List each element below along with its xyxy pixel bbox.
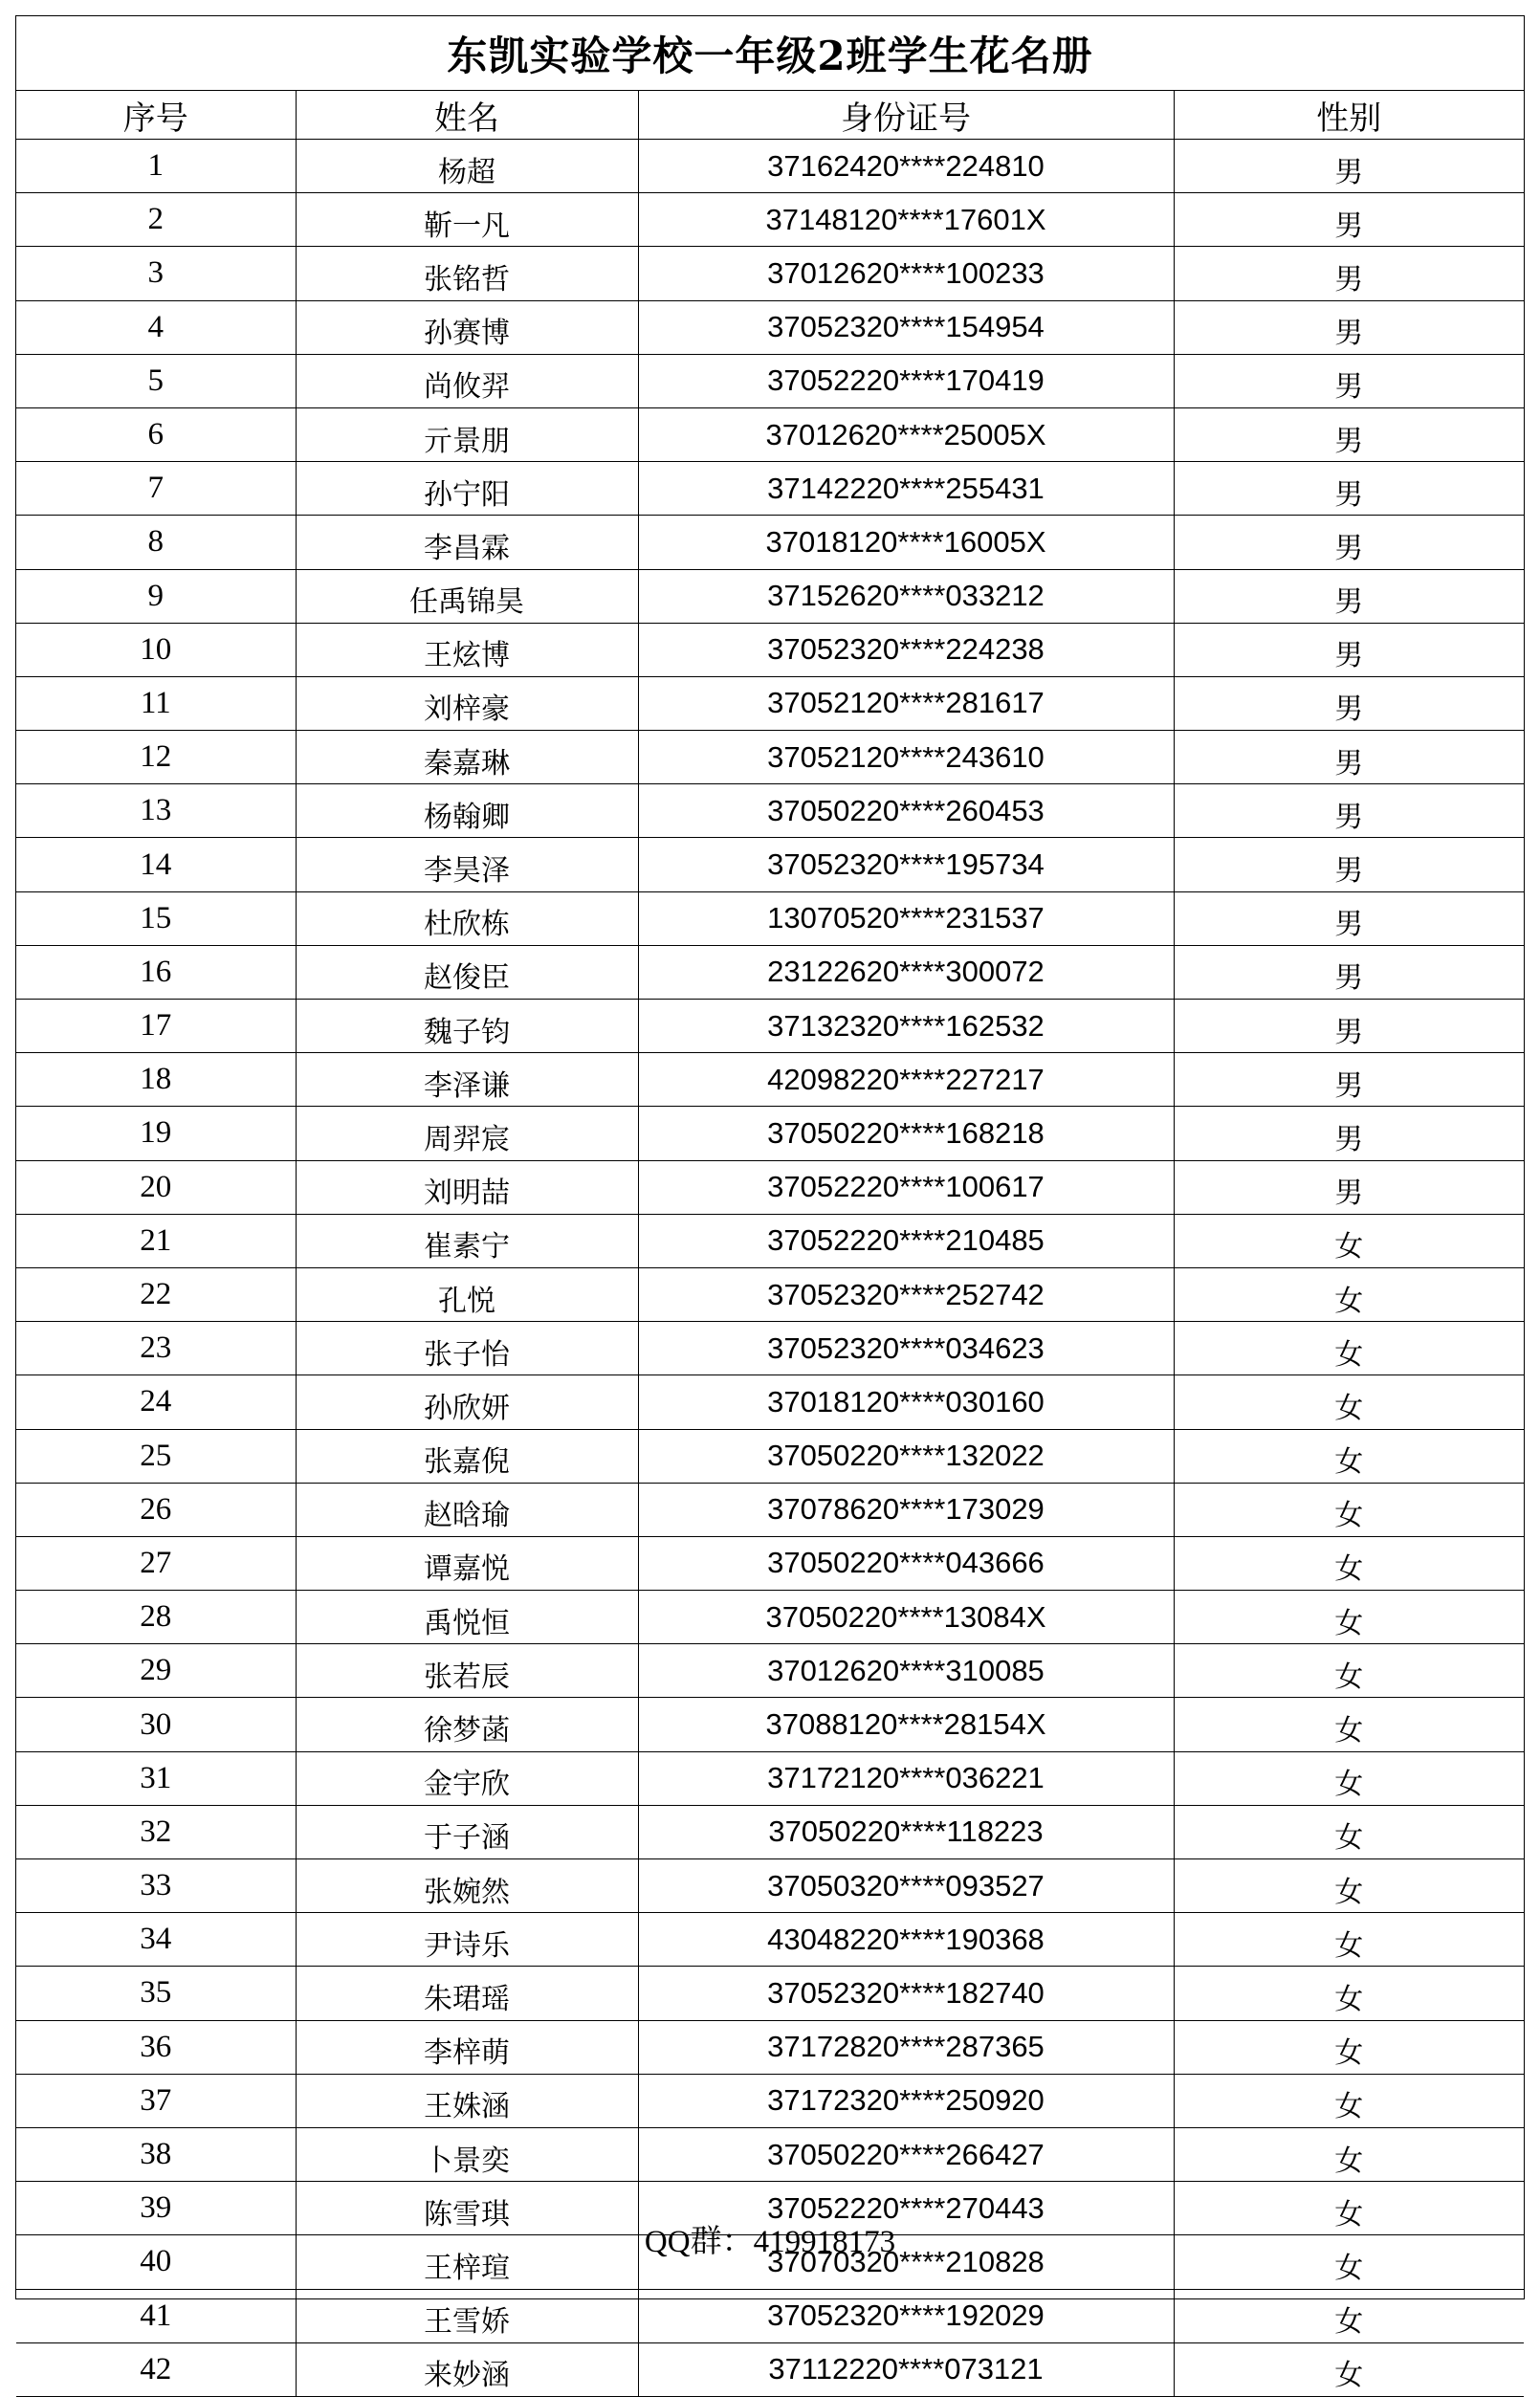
student-name: 周羿宸 [296, 1107, 638, 1160]
table-row [16, 247, 1524, 300]
row-number: 35 [16, 1967, 296, 2020]
row-number: 36 [16, 2020, 296, 2074]
student-name: 卜景奕 [296, 2127, 638, 2181]
gender: 男 [1174, 300, 1524, 354]
row-number: 13 [16, 784, 296, 838]
student-name: 魏子钧 [296, 1000, 638, 1053]
table-row [16, 731, 1524, 784]
id-number: 37012620****310085 [638, 1644, 1174, 1698]
student-name: 亓景朋 [296, 407, 638, 461]
table-row [16, 140, 1524, 193]
table-row [16, 569, 1524, 623]
student-name: 禹悦恒 [296, 1591, 638, 1644]
row-number: 7 [16, 462, 296, 516]
gender: 女 [1174, 1267, 1524, 1321]
table-row [16, 2289, 1524, 2342]
table-row [16, 300, 1524, 354]
student-name: 张若辰 [296, 1644, 638, 1698]
gender: 女 [1174, 1967, 1524, 2020]
gender: 女 [1174, 1913, 1524, 1967]
table-row [16, 676, 1524, 730]
id-number: 37052320****195734 [638, 838, 1174, 891]
id-number: 37172820****287365 [638, 2020, 1174, 2074]
id-number: 37052120****281617 [638, 676, 1174, 730]
table-row [16, 1000, 1524, 1053]
gender: 女 [1174, 1591, 1524, 1644]
table-row [16, 407, 1524, 461]
id-number: 37050220****13084X [638, 1591, 1174, 1644]
table-row [16, 1375, 1524, 1429]
gender: 女 [1174, 1375, 1524, 1429]
row-number: 37 [16, 2074, 296, 2127]
row-number: 4 [16, 300, 296, 354]
gender: 男 [1174, 193, 1524, 247]
table-row [16, 1967, 1524, 2020]
table-row [16, 193, 1524, 247]
table-row [16, 1483, 1524, 1536]
row-number: 6 [16, 407, 296, 461]
table-row [16, 891, 1524, 945]
id-number: 37052320****034623 [638, 1322, 1174, 1375]
id-number: 37172120****036221 [638, 1751, 1174, 1805]
row-number: 20 [16, 1160, 296, 1214]
table-row [16, 784, 1524, 838]
student-name: 金宇欣 [296, 1751, 638, 1805]
table-row [16, 1107, 1524, 1160]
student-name: 徐梦菡 [296, 1698, 638, 1751]
roster-sheet [15, 15, 1525, 2393]
row-number: 9 [16, 569, 296, 623]
id-number: 37052220****210485 [638, 1214, 1174, 1267]
table-row [16, 1859, 1524, 1913]
table-row [16, 1751, 1524, 1805]
gender: 男 [1174, 731, 1524, 784]
table-row [16, 945, 1524, 999]
header-sex: 性别 [1174, 91, 1524, 140]
id-number: 37052220****100617 [638, 1160, 1174, 1214]
id-number: 37050220****118223 [638, 1805, 1174, 1858]
gender: 男 [1174, 1000, 1524, 1053]
roster-body [16, 140, 1524, 2397]
student-name: 秦嘉琳 [296, 731, 638, 784]
row-number: 29 [16, 1644, 296, 1698]
table-row [16, 1913, 1524, 1967]
id-number: 37012620****25005X [638, 407, 1174, 461]
student-name: 王雪娇 [296, 2289, 638, 2342]
gender: 女 [1174, 1429, 1524, 1483]
id-number: 13070520****231537 [638, 891, 1174, 945]
table-row [16, 2020, 1524, 2074]
table-row [16, 1322, 1524, 1375]
student-name: 尚攸羿 [296, 354, 638, 407]
row-number: 39 [16, 2182, 296, 2235]
row-number: 14 [16, 838, 296, 891]
student-name: 李昊泽 [296, 838, 638, 891]
gender: 男 [1174, 516, 1524, 569]
table-row [16, 1644, 1524, 1698]
row-number: 40 [16, 2235, 296, 2289]
table-row [16, 1536, 1524, 1590]
row-number: 34 [16, 1913, 296, 1967]
gender: 女 [1174, 2182, 1524, 2235]
table-row [16, 1429, 1524, 1483]
id-number: 42098220****227217 [638, 1053, 1174, 1107]
table-row [16, 1591, 1524, 1644]
student-name: 孙欣妍 [296, 1375, 638, 1429]
gender: 女 [1174, 2289, 1524, 2342]
gender: 女 [1174, 1805, 1524, 1858]
gender: 男 [1174, 838, 1524, 891]
student-name: 崔素宁 [296, 1214, 638, 1267]
student-name: 张嘉倪 [296, 1429, 638, 1483]
row-number: 22 [16, 1267, 296, 1321]
gender: 男 [1174, 945, 1524, 999]
row-number: 11 [16, 676, 296, 730]
student-name: 李梓萌 [296, 2020, 638, 2074]
row-number: 27 [16, 1536, 296, 1590]
header-row [16, 91, 1524, 140]
student-name: 赵俊臣 [296, 945, 638, 999]
id-number: 43048220****190368 [638, 1913, 1174, 1967]
table-row [16, 623, 1524, 676]
gender: 男 [1174, 1160, 1524, 1214]
table-row [16, 1053, 1524, 1107]
student-name: 李泽谦 [296, 1053, 638, 1107]
student-name: 张婉然 [296, 1859, 638, 1913]
gender: 女 [1174, 2074, 1524, 2127]
id-number: 37018120****030160 [638, 1375, 1174, 1429]
gender: 女 [1174, 1751, 1524, 1805]
row-number: 25 [16, 1429, 296, 1483]
row-number: 10 [16, 623, 296, 676]
id-number: 37148120****17601X [638, 193, 1174, 247]
student-name: 张铭哲 [296, 247, 638, 300]
gender: 女 [1174, 2020, 1524, 2074]
row-number: 18 [16, 1053, 296, 1107]
id-number: 37012620****100233 [638, 247, 1174, 300]
gender: 女 [1174, 1483, 1524, 1536]
row-number: 2 [16, 193, 296, 247]
header-id: 身份证号 [638, 91, 1174, 140]
gender: 男 [1174, 1107, 1524, 1160]
row-number: 21 [16, 1214, 296, 1267]
row-number: 31 [16, 1751, 296, 1805]
student-name: 李昌霖 [296, 516, 638, 569]
row-number: 42 [16, 2342, 296, 2396]
student-name: 孔悦 [296, 1267, 638, 1321]
row-number: 24 [16, 1375, 296, 1429]
row-number: 3 [16, 247, 296, 300]
row-number: 16 [16, 945, 296, 999]
gender: 男 [1174, 1053, 1524, 1107]
id-number: 37050220****168218 [638, 1107, 1174, 1160]
id-number: 37050220****266427 [638, 2127, 1174, 2181]
student-name: 王梓瑄 [296, 2235, 638, 2289]
gender: 女 [1174, 1859, 1524, 1913]
id-number: 37018120****16005X [638, 516, 1174, 569]
gender: 男 [1174, 247, 1524, 300]
table-row [16, 2074, 1524, 2127]
student-name: 来妙涵 [296, 2342, 638, 2396]
gender: 女 [1174, 2342, 1524, 2396]
student-name: 朱珺瑶 [296, 1967, 638, 2020]
student-name: 刘明喆 [296, 1160, 638, 1214]
student-name: 杜欣栋 [296, 891, 638, 945]
gender: 男 [1174, 462, 1524, 516]
student-name: 赵晗瑜 [296, 1483, 638, 1536]
student-name: 陈雪琪 [296, 2182, 638, 2235]
gender: 女 [1174, 1214, 1524, 1267]
id-number: 37088120****28154X [638, 1698, 1174, 1751]
row-number: 8 [16, 516, 296, 569]
table-row [16, 838, 1524, 891]
id-number: 37052320****182740 [638, 1967, 1174, 2020]
gender: 男 [1174, 407, 1524, 461]
id-number: 37050220****043666 [638, 1536, 1174, 1590]
table-row [16, 1214, 1524, 1267]
gender: 女 [1174, 2127, 1524, 2181]
document-title: 东凯实验学校一年级2班学生花名册 [16, 16, 1524, 91]
gender: 女 [1174, 1698, 1524, 1751]
id-number: 37132320****162532 [638, 1000, 1174, 1053]
student-name: 任禹锦昊 [296, 569, 638, 623]
id-number: 37152620****033212 [638, 569, 1174, 623]
gender: 男 [1174, 623, 1524, 676]
id-number: 37052220****170419 [638, 354, 1174, 407]
gender: 男 [1174, 784, 1524, 838]
id-number: 37050220****132022 [638, 1429, 1174, 1483]
student-name: 谭嘉悦 [296, 1536, 638, 1590]
student-roster-table [16, 91, 1524, 2397]
student-name: 靳一凡 [296, 193, 638, 247]
row-number: 1 [16, 140, 296, 193]
id-number: 37052320****154954 [638, 300, 1174, 354]
id-number: 37052320****192029 [638, 2289, 1174, 2342]
gender: 女 [1174, 1536, 1524, 1590]
gender: 男 [1174, 676, 1524, 730]
id-number: 37052120****243610 [638, 731, 1174, 784]
table-row [16, 1698, 1524, 1751]
header-name: 姓名 [296, 91, 638, 140]
row-number: 12 [16, 731, 296, 784]
row-number: 30 [16, 1698, 296, 1751]
student-name: 刘梓豪 [296, 676, 638, 730]
student-name: 杨超 [296, 140, 638, 193]
row-number: 32 [16, 1805, 296, 1858]
table-row [16, 354, 1524, 407]
row-number: 17 [16, 1000, 296, 1053]
id-number: 37052220****270443 [638, 2182, 1174, 2235]
id-number: 37172320****250920 [638, 2074, 1174, 2127]
header-no: 序号 [16, 91, 296, 140]
student-name: 于子涵 [296, 1805, 638, 1858]
id-number: 37142220****255431 [638, 462, 1174, 516]
row-number: 28 [16, 1591, 296, 1644]
table-row [16, 1805, 1524, 1858]
table-row [16, 1160, 1524, 1214]
id-number: 37162420****224810 [638, 140, 1174, 193]
id-number: 37112220****073121 [638, 2342, 1174, 2396]
row-number: 26 [16, 1483, 296, 1536]
id-number: 23122620****300072 [638, 945, 1174, 999]
gender: 女 [1174, 1644, 1524, 1698]
table-row [16, 2127, 1524, 2181]
row-number: 19 [16, 1107, 296, 1160]
student-name: 尹诗乐 [296, 1913, 638, 1967]
row-number: 41 [16, 2289, 296, 2342]
student-name: 杨翰卿 [296, 784, 638, 838]
student-name: 孙赛博 [296, 300, 638, 354]
row-number: 15 [16, 891, 296, 945]
gender: 男 [1174, 891, 1524, 945]
id-number: 37078620****173029 [638, 1483, 1174, 1536]
id-number: 37070320****210828 [638, 2235, 1174, 2289]
gender: 男 [1174, 569, 1524, 623]
gender: 男 [1174, 354, 1524, 407]
student-name: 张子怡 [296, 1322, 638, 1375]
table-row [16, 516, 1524, 569]
student-name: 王炫博 [296, 623, 638, 676]
id-number: 37052320****224238 [638, 623, 1174, 676]
gender: 女 [1174, 2235, 1524, 2289]
table-row [16, 462, 1524, 516]
student-name: 孙宁阳 [296, 462, 638, 516]
id-number: 37052320****252742 [638, 1267, 1174, 1321]
student-name: 王姝涵 [296, 2074, 638, 2127]
row-number: 33 [16, 1859, 296, 1913]
table-row [16, 1267, 1524, 1321]
id-number: 37050220****260453 [638, 784, 1174, 838]
gender: 女 [1174, 1322, 1524, 1375]
gender: 男 [1174, 140, 1524, 193]
row-number: 38 [16, 2127, 296, 2181]
row-number: 5 [16, 354, 296, 407]
table-row [16, 2342, 1524, 2396]
id-number: 37050320****093527 [638, 1859, 1174, 1913]
qq-group-footer: QQ群：419918173 [644, 2225, 896, 2259]
row-number: 23 [16, 1322, 296, 1375]
